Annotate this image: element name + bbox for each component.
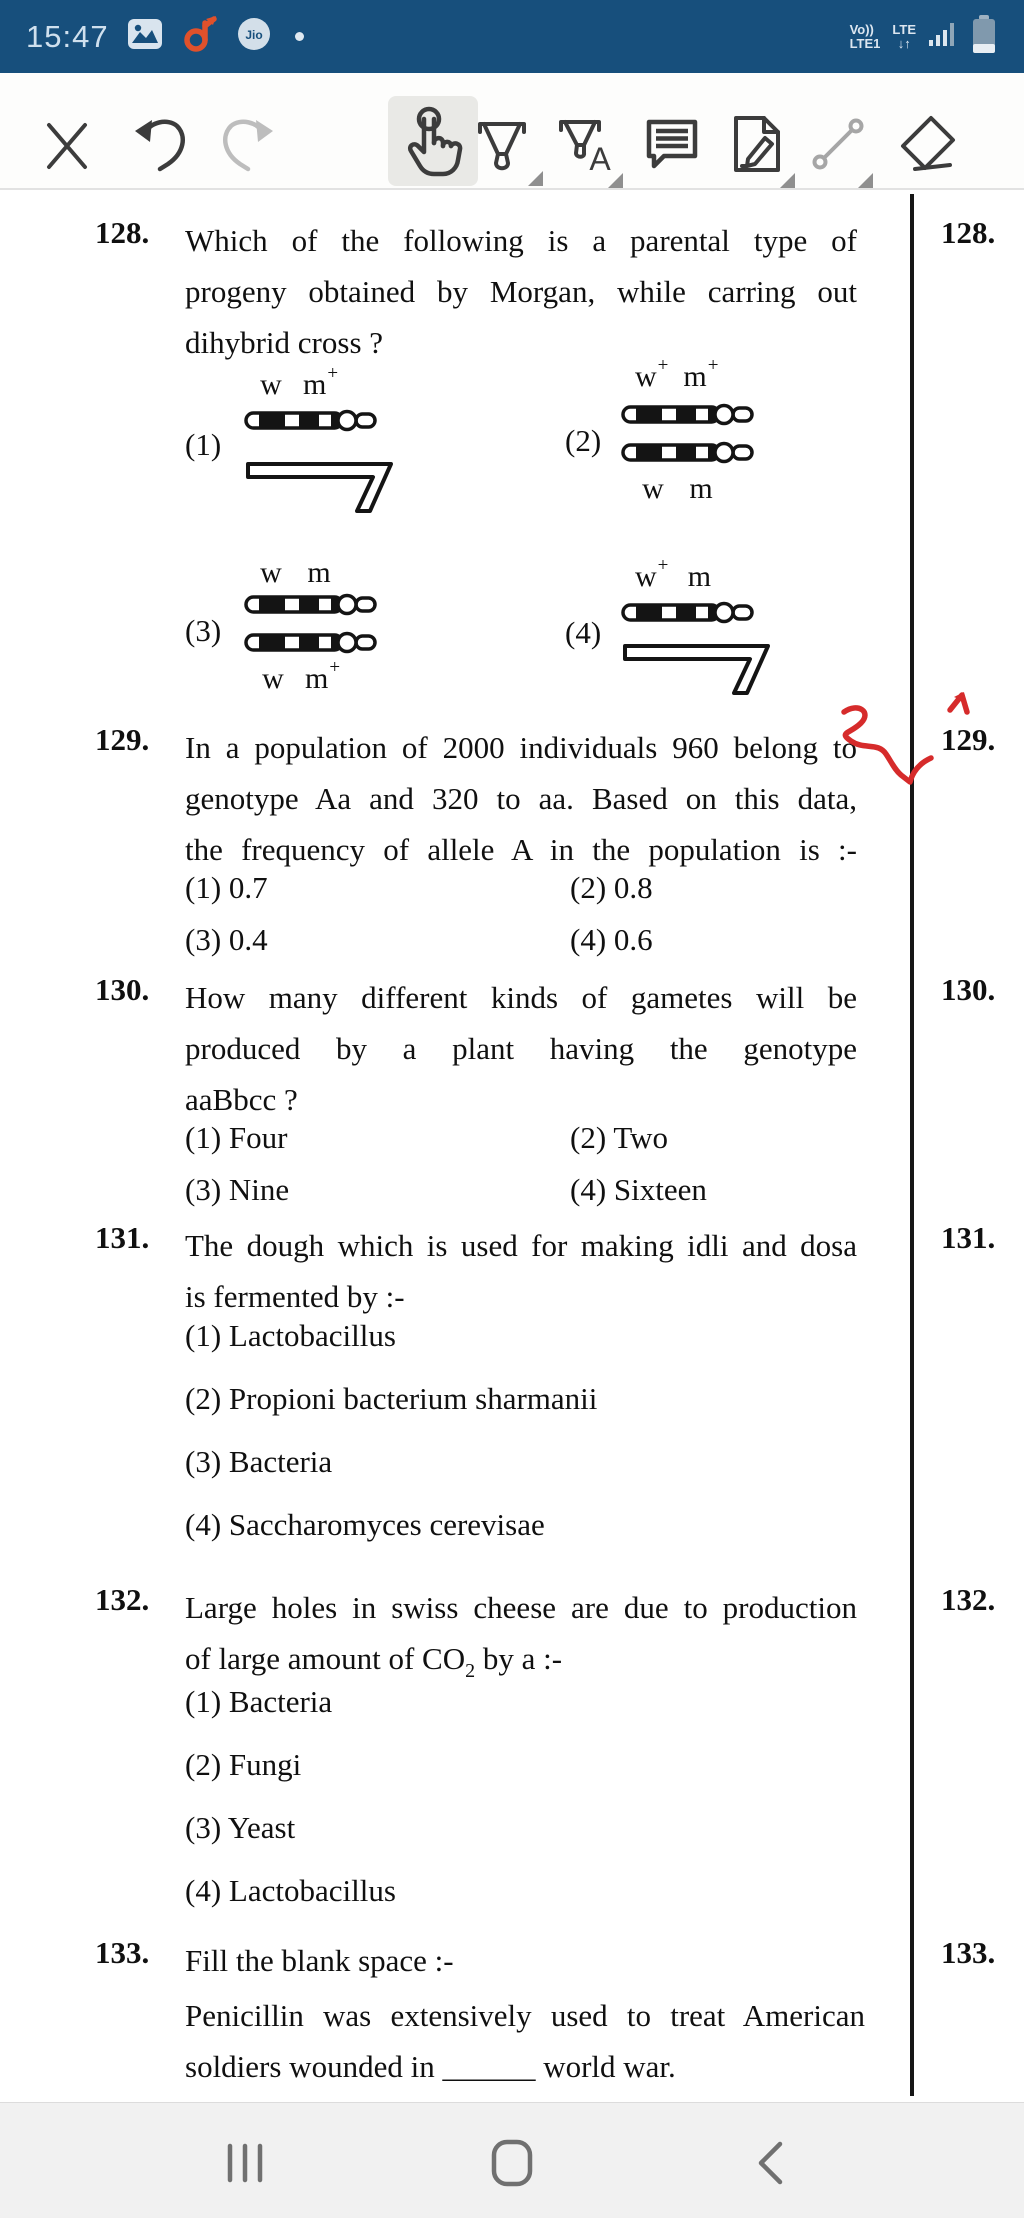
option-label: (4) xyxy=(565,615,602,650)
question-text-line: Penicillin was extensively used to treat American xyxy=(185,1998,865,2033)
answer-option: (2) Two xyxy=(570,1120,668,1155)
margin-question-number: 129. xyxy=(941,722,996,757)
answer-option: (2) 0.8 xyxy=(570,870,653,905)
question-number: 131. xyxy=(95,1220,150,1255)
svg-text:Jio: Jio xyxy=(244,28,263,42)
x-chromosome-diagram xyxy=(243,627,378,657)
chromosome-option-1 xyxy=(185,363,525,542)
question-number: 132. xyxy=(95,1582,150,1617)
android-navigation-bar xyxy=(0,2102,1024,2218)
gene-labels: w+ m+ xyxy=(635,355,719,393)
gene-labels: w+ m xyxy=(635,555,712,593)
pan-select-tool-button[interactable] xyxy=(401,105,465,177)
lte-indicator: LTE ↓↑ xyxy=(892,21,916,51)
document-page[interactable] xyxy=(0,190,1024,2106)
margin-question-number: 132. xyxy=(941,1582,996,1617)
question-number: 133. xyxy=(95,1935,150,1970)
question-text-line: genotype Aa and 320 to aa. Based on this data, xyxy=(185,781,857,816)
x-chromosome-diagram xyxy=(243,405,378,435)
margin-question-number: 131. xyxy=(941,1220,996,1255)
question-number: 129. xyxy=(95,722,150,757)
comment-tool-button[interactable] xyxy=(640,108,704,180)
jio-notification-icon xyxy=(237,17,271,56)
gene-labels: w m xyxy=(642,472,713,505)
volte-indicator: Vo)) LTE1 xyxy=(849,21,881,51)
status-bar xyxy=(0,0,1024,73)
question-text-line: dihybrid cross ? xyxy=(185,325,384,360)
question-text-line: the frequency of allele A in the population is :- xyxy=(185,832,857,867)
question-130 xyxy=(0,964,1024,1212)
home-button[interactable] xyxy=(477,2131,547,2195)
note-edit-dropdown-arrow-icon[interactable] xyxy=(780,173,795,188)
pen-tool-button[interactable] xyxy=(470,108,534,180)
option-label: (2) xyxy=(565,423,602,458)
highlight-letter: A xyxy=(589,141,611,176)
close-button[interactable] xyxy=(35,108,99,180)
notification-dot-icon xyxy=(295,32,304,41)
option-label: (1) xyxy=(185,427,222,462)
answer-option: (2) Propioni bacterium sharmanii xyxy=(185,1381,598,1416)
y-chromosome-diagram xyxy=(243,457,403,515)
battery-icon xyxy=(970,13,998,60)
answer-option: (4) Sixteen xyxy=(570,1172,707,1207)
question-text-line: The dough which is used for making idli and dosa xyxy=(185,1228,857,1263)
redo-button[interactable] xyxy=(216,108,280,180)
signal-strength-icon xyxy=(928,20,958,53)
question-text-line: In a population of 2000 individuals 960 belong to xyxy=(185,730,857,765)
question-text-line: Large holes in swiss cheese are due to production xyxy=(185,1590,857,1625)
line-tool-dropdown-arrow-icon[interactable] xyxy=(858,173,873,188)
line-tool-button[interactable] xyxy=(806,108,870,180)
x-chromosome-diagram xyxy=(243,589,378,619)
answer-option: (3) Nine xyxy=(185,1172,290,1207)
question-131 xyxy=(0,1212,1024,1572)
margin-question-number: 133. xyxy=(941,1935,996,1970)
question-text-line: produced by a plant having the genotype xyxy=(185,1031,857,1066)
answer-option: (3) Bacteria xyxy=(185,1444,333,1479)
music-app-notification-icon xyxy=(181,14,219,59)
back-button[interactable] xyxy=(735,2131,805,2195)
answer-option: (1) Lactobacillus xyxy=(185,1318,396,1353)
gene-labels: w m+ xyxy=(262,657,341,695)
option-label: (3) xyxy=(185,613,222,648)
gene-labels: w m+ xyxy=(260,363,339,401)
answer-option: (4) Lactobacillus xyxy=(185,1873,396,1908)
chromosome-option-2 xyxy=(565,355,905,534)
x-chromosome-diagram xyxy=(620,597,755,627)
answer-option: (4) 0.6 xyxy=(570,922,653,957)
question-text-line: soldiers wounded in ______ world war. xyxy=(185,2049,676,2084)
question-text-line: of large amount of $CO_2$ by a :- xyxy=(185,1641,563,1682)
eraser-tool-button[interactable] xyxy=(893,108,957,180)
question-text-line: How many different kinds of gametes will be xyxy=(185,980,857,1015)
gallery-notification-icon xyxy=(127,18,163,55)
x-chromosome-diagram xyxy=(620,437,755,467)
answer-option: (3) Yeast xyxy=(185,1810,296,1845)
question-132 xyxy=(0,1574,1024,1924)
question-128 xyxy=(0,207,1024,712)
answer-option: (1) Bacteria xyxy=(185,1684,333,1719)
text-highlight-dropdown-arrow-icon[interactable] xyxy=(608,173,623,188)
answer-option: (2) Fungi xyxy=(185,1747,302,1782)
red-pen-annotation xyxy=(822,688,1012,803)
margin-question-number: 128. xyxy=(941,215,996,250)
annotation-toolbar xyxy=(0,73,1024,190)
clock: 15:47 xyxy=(26,18,109,54)
text-highlight-tool-button[interactable] xyxy=(556,108,620,180)
gene-labels: w m xyxy=(260,556,331,589)
answer-option: (1) 0.7 xyxy=(185,870,268,905)
question-number: 130. xyxy=(95,972,150,1007)
question-133 xyxy=(0,1927,1024,2107)
question-number: 128. xyxy=(95,215,150,250)
question-text-line: Which of the following is a parental type of xyxy=(185,223,857,258)
question-text-line: progeny obtained by Morgan, while carring out xyxy=(185,274,857,309)
undo-button[interactable] xyxy=(128,108,192,180)
answer-option: (3) 0.4 xyxy=(185,922,268,957)
pen-tool-dropdown-arrow-icon[interactable] xyxy=(528,171,543,186)
question-text-line: Fill the blank space :- xyxy=(185,1943,454,1978)
recent-apps-button[interactable] xyxy=(210,2131,280,2195)
note-edit-tool-button[interactable] xyxy=(725,108,789,180)
answer-option: (4) Saccharomyces cerevisae xyxy=(185,1507,545,1542)
y-chromosome-diagram xyxy=(620,639,780,697)
margin-question-number: 130. xyxy=(941,972,996,1007)
answer-option: (1) Four xyxy=(185,1120,288,1155)
chromosome-option-3 xyxy=(185,555,525,730)
x-chromosome-diagram xyxy=(620,399,755,429)
question-text-line: aaBbcc ? xyxy=(185,1082,298,1117)
question-text-line: is fermented by :- xyxy=(185,1279,405,1314)
